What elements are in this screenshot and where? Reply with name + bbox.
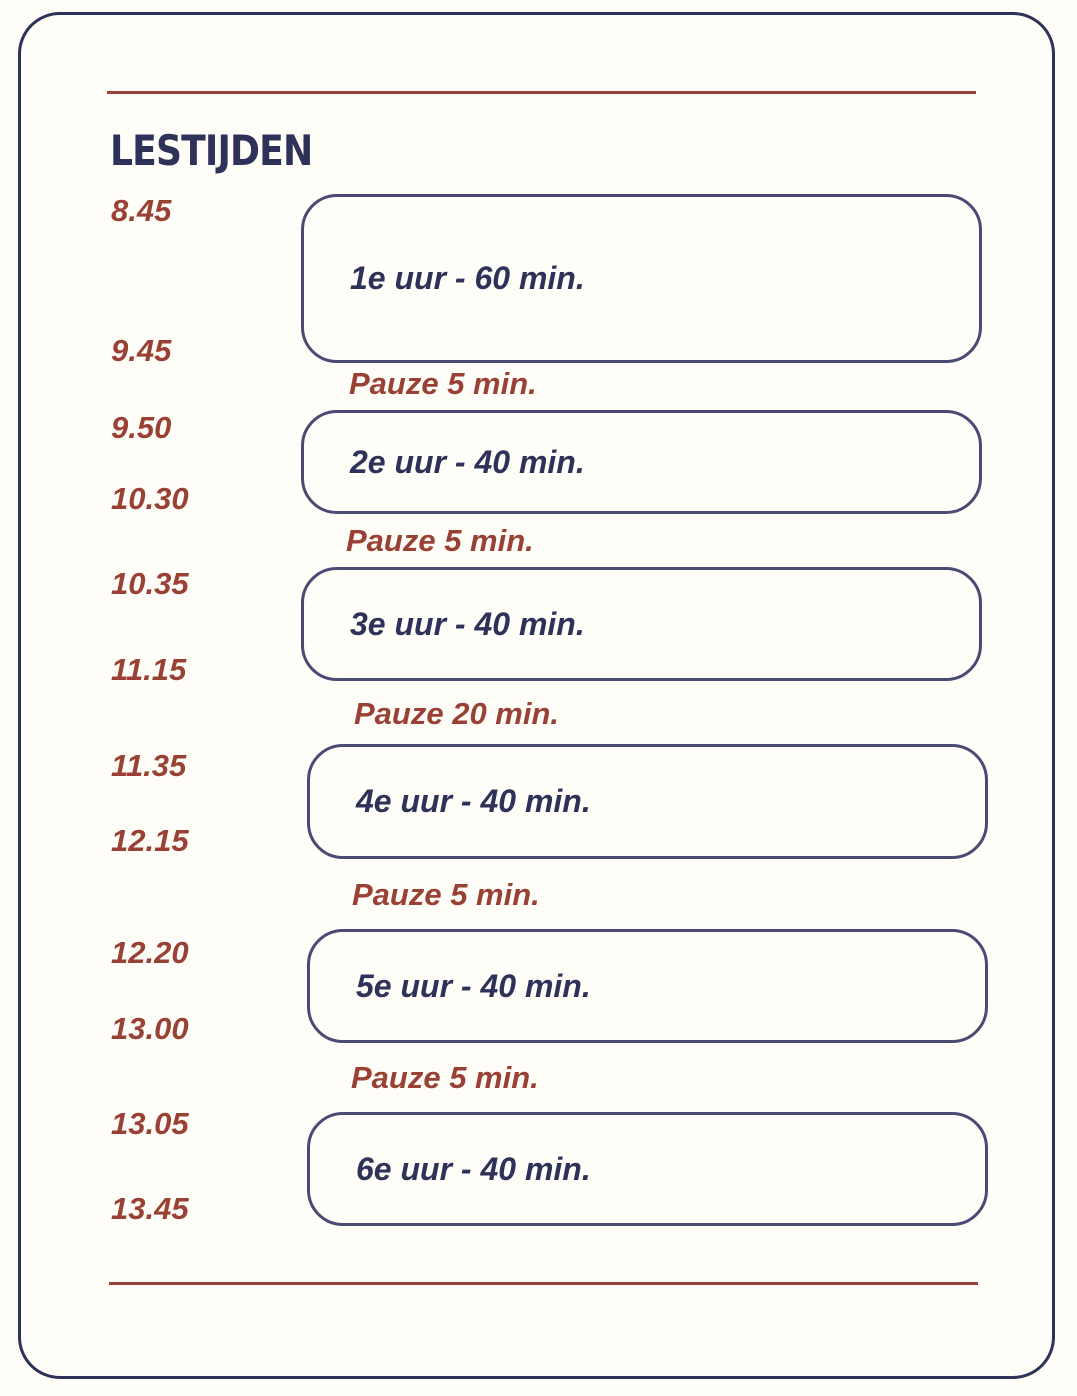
pause-label: Pauze 5 min.: [352, 877, 540, 912]
lesson-slot: [307, 744, 988, 859]
top-divider: [107, 91, 976, 94]
time-label: 13.45: [111, 1191, 189, 1226]
lesson-slot: [307, 1112, 988, 1226]
time-label: 10.30: [111, 481, 189, 516]
lesson-label: 6e uur - 40 min.: [356, 1150, 591, 1187]
time-label: 12.15: [111, 823, 189, 858]
lesson-slot: [301, 410, 982, 514]
pause-label: Pauze 5 min.: [351, 1060, 539, 1095]
lesson-label: 4e uur - 40 min.: [356, 783, 591, 819]
lesson-slot: [301, 567, 982, 681]
time-label: 11.35: [111, 748, 187, 783]
time-label: 8.45: [111, 193, 172, 228]
pause-label: Pauze 5 min.: [346, 523, 534, 558]
lesson-label: 3e uur - 40 min.: [350, 605, 585, 642]
time-label: 13.05: [111, 1106, 189, 1141]
lesson-label: 1e uur - 60 min.: [350, 260, 585, 296]
bottom-divider: [109, 1282, 978, 1285]
lesson-slot: [301, 194, 982, 363]
lesson-label: 2e uur - 40 min.: [350, 443, 585, 480]
lesson-label: 5e uur - 40 min.: [356, 967, 591, 1004]
lesson-slot: [307, 929, 988, 1043]
time-label: 13.00: [111, 1011, 189, 1046]
time-label: 12.20: [111, 935, 189, 970]
time-label: 9.50: [111, 410, 172, 445]
time-label: 11.15: [111, 652, 187, 687]
time-label: 9.45: [111, 333, 172, 368]
pause-label: Pauze 5 min.: [349, 366, 537, 401]
pause-label: Pauze 20 min.: [354, 696, 560, 731]
page-title: LESTIJDEN: [110, 126, 313, 175]
time-label: 10.35: [111, 566, 189, 601]
